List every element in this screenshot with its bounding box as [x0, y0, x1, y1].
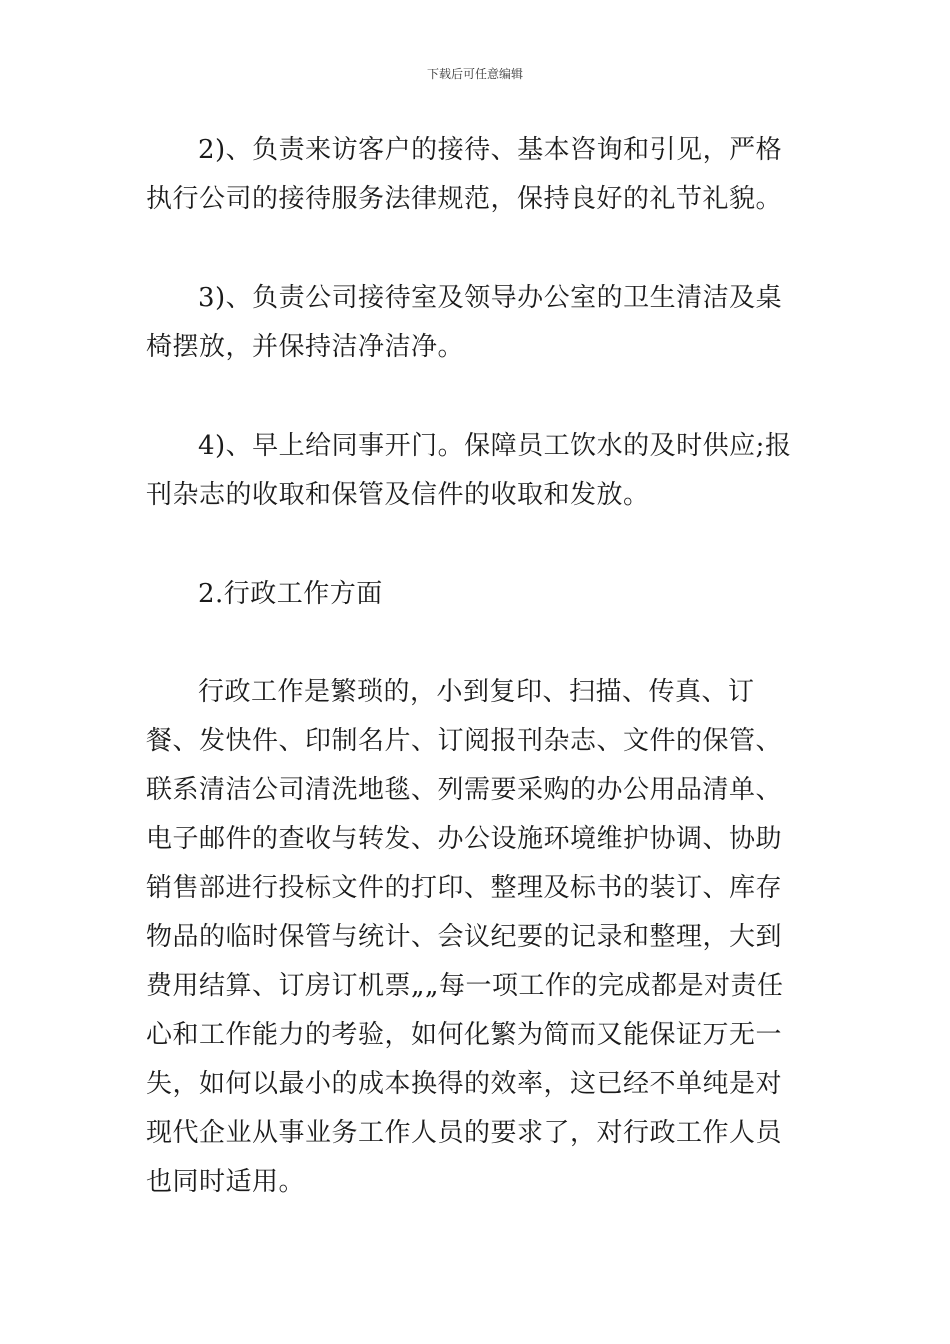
paragraph-morning-duties: 4)、早上给同事开门。保障员工饮水的及时供应;报刊杂志的收取和保管及信件的收取和发放。 — [146, 431, 792, 510]
paragraph-cleaning-duties: 3)、负责公司接待室及领导办公室的卫生清洁及桌椅摆放，并保持洁净洁净。 — [146, 283, 783, 362]
paragraph-admin-work: 行政工作是繁琐的，小到复印、扫描、传真、订餐、发快件、印制名片、订阅报刊杂志、文件的保管、联系清洁公司清洗地毯、列需要采购的办公用品清单、电子邮件的查收与转发、办公设施环境维护协调、协助销售部进行投标文件的打印、整理及标书的装订、库存物品的临时保管与统计、会议纪要的记录和整理，大到费用结算、订房订机票„„每一项工作的完成都是对责任心和工作能力的考验，如何化繁为简而又能保证万无一失，如何以最小的成本换得的效率，这已经不单纯是对现代企业从事业务工作人员的要求了，对行政工作人员也同时适用。 — [146, 677, 784, 1197]
paragraph-reception-duties: 2)、负责来访客户的接待、基本咨询和引见，严格执行公司的接待服务法律规范，保持良好的礼节礼貌。 — [146, 135, 783, 214]
page-header: 下载后可任意编辑 — [426, 67, 523, 81]
section-heading-admin-work: 2.行政工作方面 — [198, 579, 383, 609]
